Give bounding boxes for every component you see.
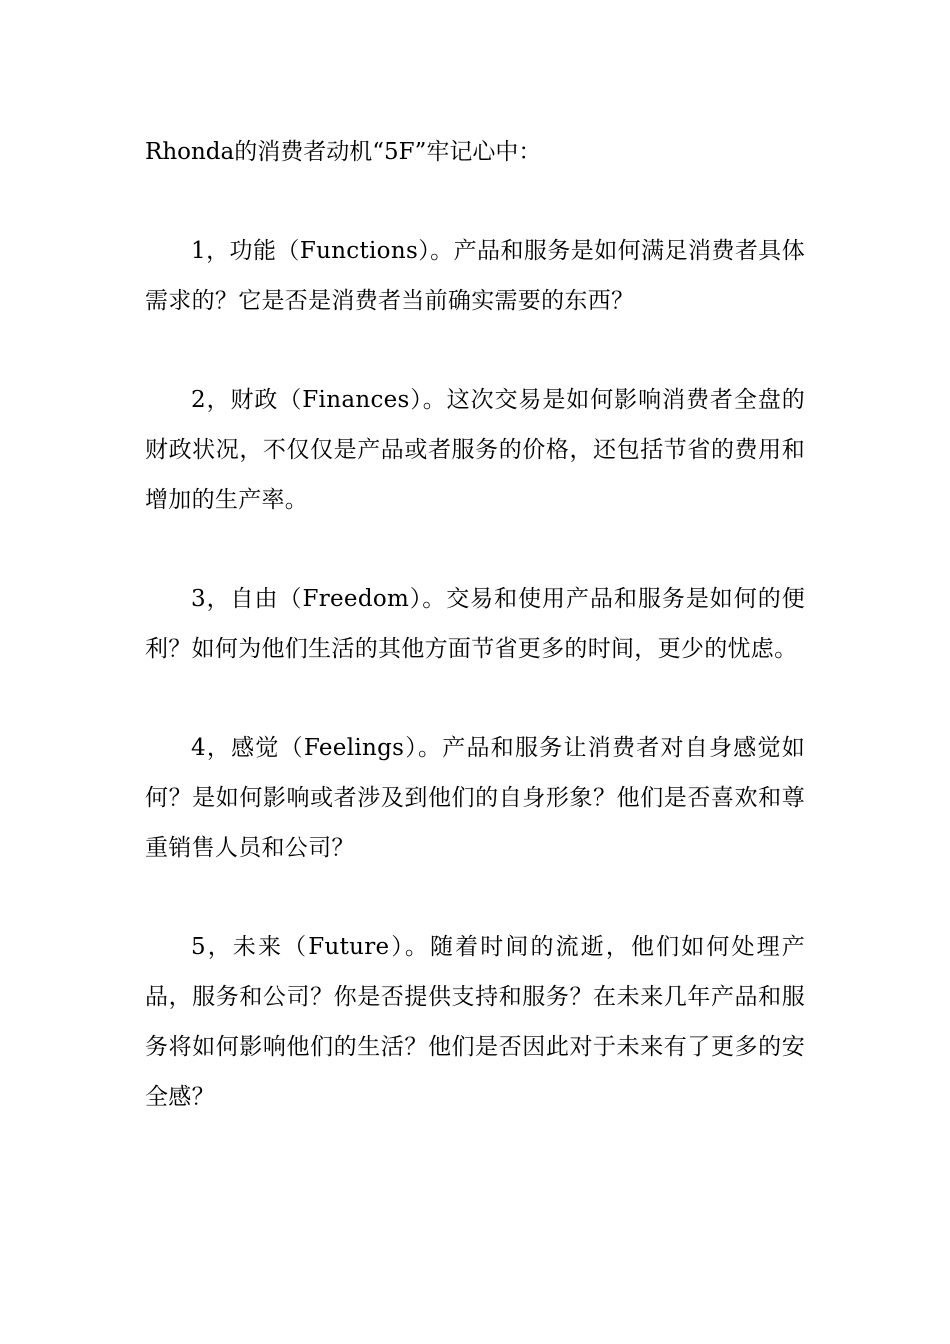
- paragraph-feelings: 4，感觉（Feelings）。产品和服务让消费者对自身感觉如何？是如何影响或者涉及到他们的自身形象？他们是否喜欢和尊重销售人员和公司？: [145, 735, 805, 861]
- document-heading: Rhonda的消费者动机“5F”牢记心中：: [145, 139, 542, 165]
- document-body: [145, 127, 805, 1122]
- paragraph-functions: 1，功能（Functions）。产品和服务是如何满足消费者具体需求的？它是否是消费者当前确实需要的东西？: [145, 238, 805, 314]
- paragraph-future: 5，未来（Future）。随着时间的流逝，他们如何处理产品，服务和公司？你是否提供支持和服务？在未来几年产品和服务将如何影响他们的生活？他们是否因此对于未来有了更多的安全感？: [145, 934, 805, 1110]
- paragraph-freedom: 3，自由（Freedom）。交易和使用产品和服务是如何的便利？如何为他们生活的其他方面节省更多的时间，更少的忧虑。: [145, 586, 805, 662]
- paragraph-finances: 2，财政（Finances）。这次交易是如何影响消费者全盘的财政状况，不仅仅是产品或者服务的价格，还包括节省的费用和增加的生产率。: [145, 387, 805, 513]
